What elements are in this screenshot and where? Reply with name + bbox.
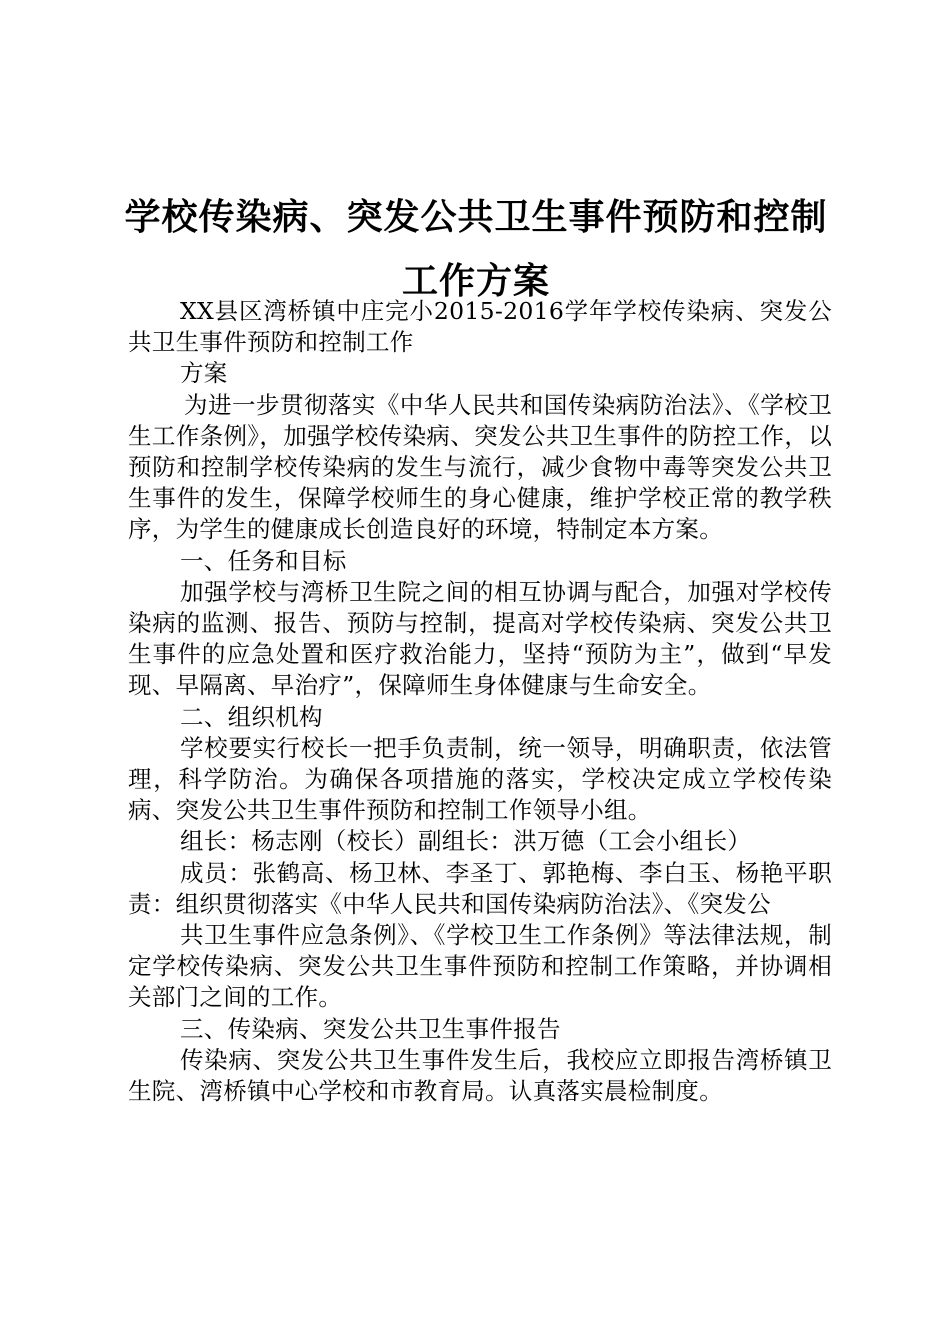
paragraph-reporting: 传染病、突发公共卫生事件发生后，我校应立即报告湾桥镇卫生院、湾桥镇中心学校和市教育局。认真落实晨检制度。 (128, 1045, 832, 1106)
paragraph-members: 成员：张鹤高、杨卫林、李圣丁、郭艳梅、李白玉、杨艳平职责：组织贯彻落实《中华人民共和国传染病防治法》、《突发公 (128, 858, 832, 918)
paragraph-leaders: 组长：杨志刚（校长）副组长：洪万德（工会小组长） (180, 827, 752, 856)
paragraph-subtitle: XX县区湾桥镇中庄完小2015-2016学年学校传染病、突发公共卫生事件预防和控制工作 (128, 297, 832, 357)
section-heading-organization: 二、组织机构 (180, 702, 323, 731)
document-body (128, 296, 832, 1107)
paragraph-goals: 加强学校与湾桥卫生院之间的相互协调与配合，加强对学校传染病的监测、报告、预防与控制，提高对学校传染病、突发公共卫生事件的应急处置和医疗救治能力，坚持“预防为主”，做到“早发现、早隔离、早治疗”，保障师生身体健康与生命安全。 (128, 577, 832, 700)
paragraph-organization: 学校要实行校长一把手负责制，统一领导，明确职责，依法管理，科学防治。为确保各项措施的落实，学校决定成立学校传染病、突发公共卫生事件预防和控制工作领导小组。 (128, 733, 832, 825)
document-title: 学校传染病、突发公共卫生事件预防和控制工作方案 (124, 196, 828, 302)
section-heading-reporting: 三、传染病、突发公共卫生事件报告 (180, 1014, 561, 1043)
paragraph-duties: 共卫生事件应急条例》、《学校卫生工作条例》等法律法规，制定学校传染病、突发公共卫生事件预防和控制工作策略，并协调相关部门之间的工作。 (128, 921, 832, 1012)
paragraph-subtitle-end: 方案 (180, 359, 228, 388)
paragraph-preamble: 为进一步贯彻落实《中华人民共和国传染病防治法》、《学校卫生工作条例》，加强学校传染病、突发公共卫生事件的防控工作，以预防和控制学校传染病的发生与流行，减少食物中毒等突发公共卫生事件的发生，保障学校师生的身心健康，维护学校正常的教学秩序，为学生的健康成长创造良好的环境，特制定本方案。 (128, 390, 832, 544)
section-heading-goals: 一、任务和目标 (180, 546, 347, 575)
